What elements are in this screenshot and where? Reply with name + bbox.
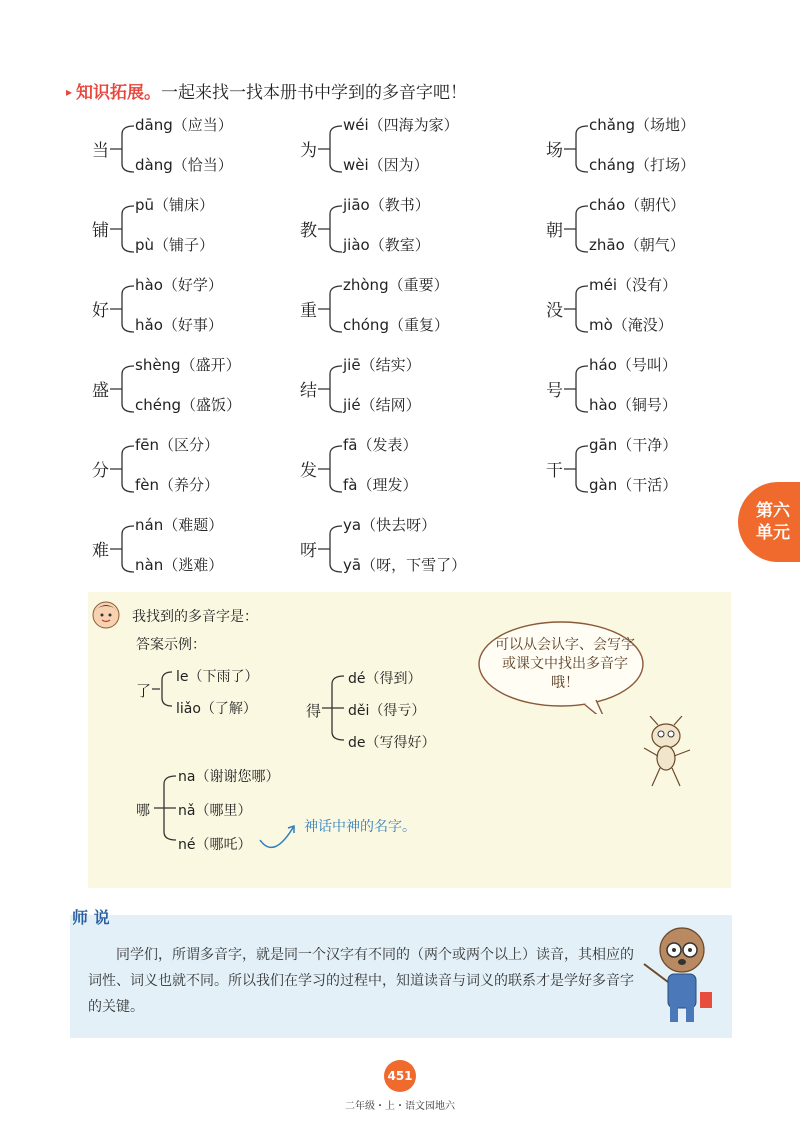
reading-2: dàng（恰当） bbox=[135, 156, 233, 174]
reading-2: hǎo（好事） bbox=[135, 316, 223, 334]
group-bracket bbox=[318, 524, 344, 574]
example-label: 答案示例： bbox=[136, 637, 206, 653]
reading-1: jiāo（教书） bbox=[343, 196, 430, 214]
polyphonic-char: 为 bbox=[300, 141, 317, 161]
boy-avatar-icon bbox=[90, 598, 122, 630]
teacher-text: 同学们，所谓多音字，就是同一个汉字有不同的（两个或两个以上）读音，其相应的词性、词义也就不同。所以我们在学习的过程中，知道读音与词义的联系才是学好多音字的关键。 bbox=[88, 947, 634, 1015]
polyphonic-group bbox=[546, 354, 776, 424]
reading-2: chóng（重复） bbox=[343, 316, 449, 334]
reading-1: pū（铺床） bbox=[135, 196, 215, 214]
reading-2: fèn（养分） bbox=[135, 476, 220, 494]
polyphonic-group bbox=[300, 194, 530, 264]
reading-1: chǎng（场地） bbox=[589, 116, 695, 134]
reading-2: jié（结网） bbox=[343, 396, 421, 414]
page-number: 451 bbox=[384, 1060, 416, 1092]
polyphonic-char: 好 bbox=[92, 301, 109, 321]
reading-2: yā（呀，下雪了） bbox=[343, 556, 467, 574]
polyphonic-char: 发 bbox=[300, 461, 317, 481]
polyphonic-group bbox=[300, 514, 530, 584]
reading-2: zhāo（朝气） bbox=[589, 236, 685, 254]
answer-prompt: 我找到的多音字是： bbox=[132, 609, 258, 625]
reading-2: pù（铺子） bbox=[135, 236, 215, 254]
polyphonic-group bbox=[92, 194, 322, 264]
reading-1: hào（好学） bbox=[135, 276, 223, 294]
polyphonic-group bbox=[546, 114, 776, 184]
reading-1: jiē（结实） bbox=[343, 356, 421, 374]
polyphonic-group bbox=[546, 194, 776, 264]
group-bracket bbox=[564, 444, 590, 494]
bubble-text: 可以从会认字、会写字或课文中找出多音字哦！ bbox=[495, 637, 635, 691]
reading-2: hào（铜号） bbox=[589, 396, 677, 414]
polyphonic-char: 朝 bbox=[546, 221, 563, 241]
de-reading-3: de（写得好） bbox=[348, 735, 436, 751]
polyphonic-group bbox=[92, 354, 322, 424]
group-bracket bbox=[110, 524, 136, 574]
polyphonic-group bbox=[300, 434, 530, 504]
reading-1: wéi（四海为家） bbox=[343, 116, 459, 134]
ant-character-icon bbox=[632, 716, 702, 790]
na-char: 哪 bbox=[136, 803, 150, 819]
reading-1: zhòng（重要） bbox=[343, 276, 449, 294]
heading-keyword: 知识拓展。 bbox=[76, 83, 162, 103]
group-bracket bbox=[564, 284, 590, 334]
polyphonic-char: 没 bbox=[546, 301, 563, 321]
reading-1: shèng（盛开） bbox=[135, 356, 241, 374]
polyphonic-char: 号 bbox=[546, 381, 563, 401]
group-bracket bbox=[318, 204, 344, 254]
de-bracket bbox=[320, 672, 346, 744]
polyphonic-group bbox=[546, 274, 776, 344]
group-bracket bbox=[110, 364, 136, 414]
group-bracket bbox=[564, 364, 590, 414]
le-reading-1: le（下雨了） bbox=[176, 669, 259, 685]
polyphonic-char: 分 bbox=[92, 461, 109, 481]
reading-2: nàn（逃难） bbox=[135, 556, 224, 574]
reading-2: fà（理发） bbox=[343, 476, 418, 494]
polyphonic-char: 呀 bbox=[300, 541, 317, 561]
reading-1: dāng（应当） bbox=[135, 116, 233, 134]
reading-1: méi（没有） bbox=[589, 276, 678, 294]
unit-tab-line1: 第六 bbox=[756, 501, 790, 521]
group-bracket bbox=[564, 204, 590, 254]
group-bracket bbox=[110, 284, 136, 334]
footer-text: 二年级・上・语文园地六 bbox=[345, 1101, 455, 1112]
note-arrow-icon bbox=[258, 820, 306, 860]
unit-tab-line2: 单元 bbox=[756, 523, 790, 543]
section-heading bbox=[66, 78, 467, 103]
dog-teacher-icon bbox=[640, 918, 726, 1030]
na-reading-1: na（谢谢您哪） bbox=[178, 769, 280, 785]
reading-1: fā（发表） bbox=[343, 436, 418, 454]
heading-marker: ▸ bbox=[66, 85, 73, 99]
polyphonic-char: 盛 bbox=[92, 381, 109, 401]
le-reading-2: liǎo（了解） bbox=[176, 701, 257, 717]
reading-1: fēn（区分） bbox=[135, 436, 220, 454]
group-bracket bbox=[318, 284, 344, 334]
polyphonic-group bbox=[92, 434, 322, 504]
heading-text: 一起来找一找本册书中学到的多音字吧！ bbox=[161, 83, 468, 103]
group-bracket bbox=[564, 124, 590, 174]
polyphonic-group bbox=[92, 114, 322, 184]
reading-2: gàn（干活） bbox=[589, 476, 678, 494]
polyphonic-group bbox=[300, 274, 530, 344]
na-reading-2: nǎ（哪里） bbox=[178, 803, 252, 819]
nezha-note: 神话中神的名字。 bbox=[304, 819, 416, 835]
de-reading-1: dé（得到） bbox=[348, 671, 422, 687]
reading-1: háo（号叫） bbox=[589, 356, 677, 374]
reading-2: jiào（教室） bbox=[343, 236, 430, 254]
reading-2: chéng（盛饭） bbox=[135, 396, 242, 414]
polyphonic-char: 重 bbox=[300, 301, 317, 321]
polyphonic-char: 铺 bbox=[92, 221, 109, 241]
reading-1: gān（干净） bbox=[589, 436, 678, 454]
reading-1: ya（快去呀） bbox=[343, 516, 437, 534]
group-bracket bbox=[110, 444, 136, 494]
polyphonic-char: 教 bbox=[300, 221, 317, 241]
group-bracket bbox=[318, 124, 344, 174]
polyphonic-char: 结 bbox=[300, 381, 317, 401]
polyphonic-char: 场 bbox=[546, 141, 563, 161]
reading-2: mò（淹没） bbox=[589, 316, 673, 334]
le-char: 了 bbox=[136, 682, 152, 700]
polyphonic-char: 当 bbox=[92, 141, 109, 161]
group-bracket bbox=[318, 444, 344, 494]
teacher-label: 师 说 bbox=[72, 908, 110, 927]
polyphonic-char: 干 bbox=[546, 461, 563, 481]
reading-1: cháo（朝代） bbox=[589, 196, 686, 214]
group-bracket bbox=[110, 204, 136, 254]
reading-1: nán（难题） bbox=[135, 516, 224, 534]
de-reading-2: děi（得亏） bbox=[348, 703, 426, 719]
polyphonic-group bbox=[300, 114, 530, 184]
group-bracket bbox=[318, 364, 344, 414]
polyphonic-group bbox=[300, 354, 530, 424]
polyphonic-group bbox=[546, 434, 776, 504]
polyphonic-group bbox=[92, 514, 322, 584]
group-bracket bbox=[110, 124, 136, 174]
de-char: 得 bbox=[306, 702, 322, 720]
reading-2: wèi（因为） bbox=[343, 156, 429, 174]
na-bracket bbox=[152, 772, 178, 844]
polyphonic-char: 难 bbox=[92, 541, 109, 561]
reading-2: cháng（打场） bbox=[589, 156, 695, 174]
na-reading-3: né（哪吒） bbox=[178, 837, 252, 853]
le-bracket bbox=[150, 668, 174, 710]
polyphonic-group bbox=[92, 274, 322, 344]
